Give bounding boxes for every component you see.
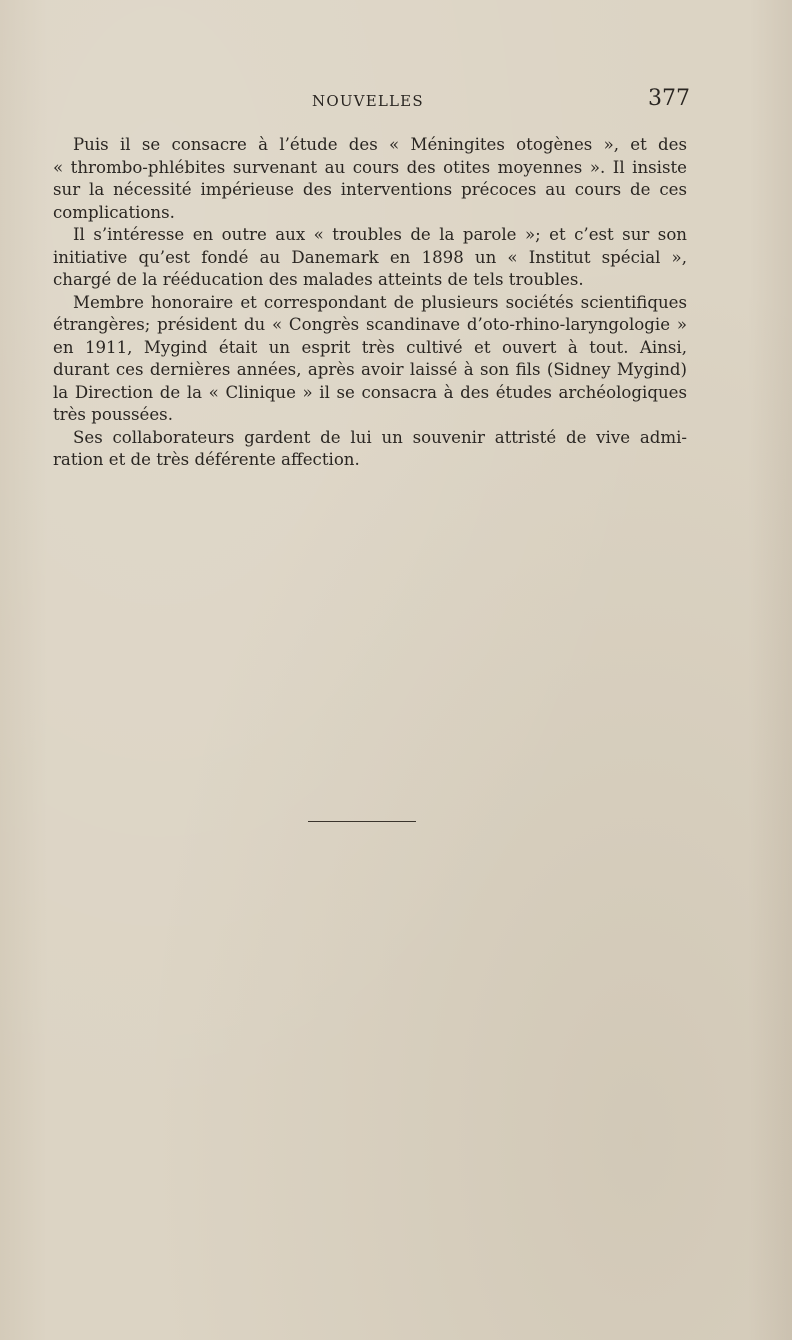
text-line: en 1911, Mygind était un esprit très cultivé et ouvert à tout. Ainsi, bbox=[53, 337, 687, 357]
text-line: étrangères; président du « Congrès scandinave d’oto-rhino-laryngologie » bbox=[53, 315, 687, 334]
page-edge bbox=[792, 0, 796, 1340]
text-line: Puis il se consacre à l’étude des « Méningites otogènes », et des bbox=[73, 135, 687, 154]
text-line: initiative qu’est fondé au Danemark en 1898 un « Institut spécial », bbox=[53, 247, 687, 267]
text-line: sur la nécessité impérieuse des interventions précoces au cours de ces bbox=[53, 180, 687, 199]
text-line: « thrombo-phlébites survenant au cours des otites moyennes ». Il insiste bbox=[53, 157, 687, 177]
text-line: très poussées. bbox=[53, 405, 173, 424]
text-line: la Direction de la « Clinique » il se consacra à des études archéologiques bbox=[53, 382, 687, 402]
text-line: durant ces dernières années, après avoir laissé à son fils (Sidney Mygind) bbox=[53, 360, 687, 379]
text-line: Ses collaborateurs gardent de lui un souvenir attristé de vive admi- bbox=[73, 427, 687, 447]
body-text bbox=[53, 134, 687, 472]
text-line: Membre honoraire et correspondant de plusieurs sociétés scientifiques bbox=[73, 292, 687, 312]
text-line: chargé de la rééducation des malades atteints de tels troubles. bbox=[53, 270, 584, 289]
text-line: Il s’intéresse en outre aux « troubles de la parole »; et c’est sur son bbox=[73, 225, 687, 244]
text-line: complications. bbox=[53, 202, 175, 222]
section-rule bbox=[308, 821, 416, 822]
running-head: NOUVELLES bbox=[312, 92, 424, 110]
page-number: 377 bbox=[648, 86, 690, 111]
text-line: ration et de très déférente affection. bbox=[53, 450, 360, 469]
